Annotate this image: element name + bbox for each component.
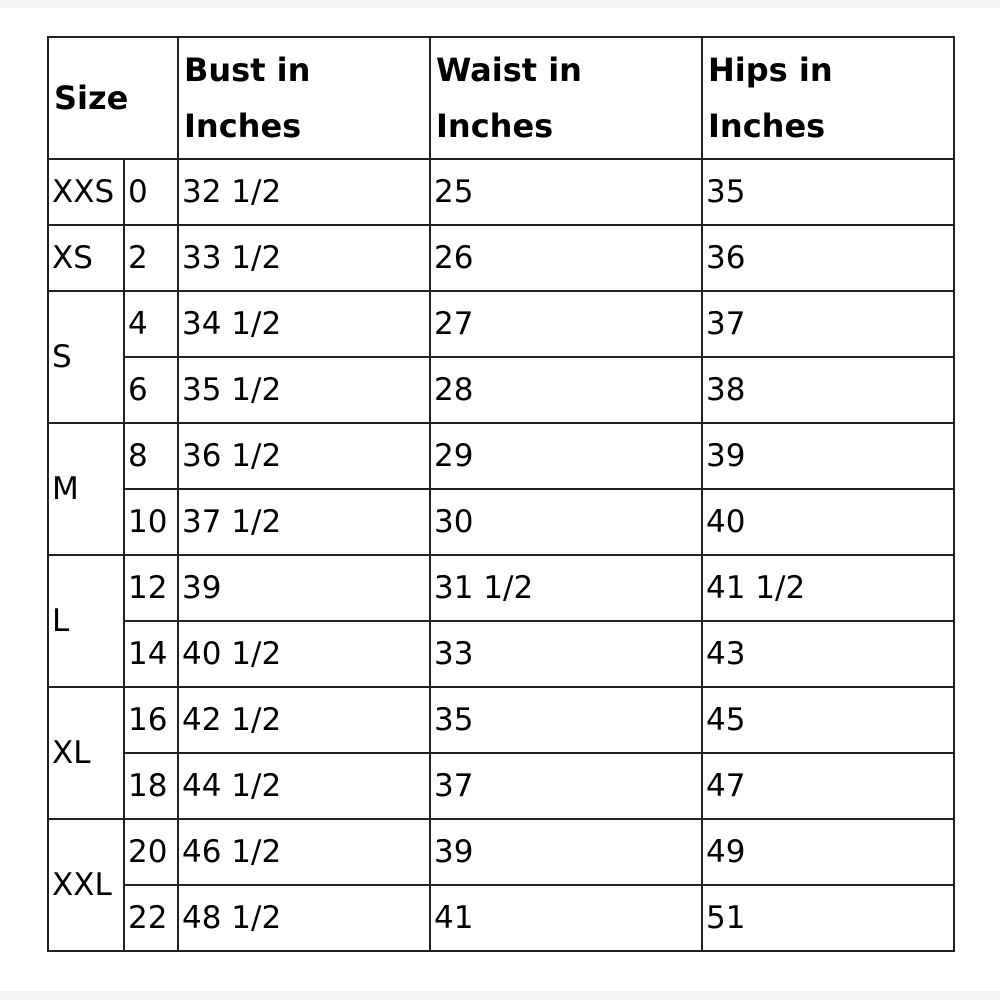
numeric-size-cell: 10 <box>124 489 178 555</box>
letter-size-cell: XXL <box>48 819 124 951</box>
waist-cell: 29 <box>430 423 702 489</box>
bottom-divider <box>0 991 1000 1000</box>
hips-cell: 43 <box>702 621 954 687</box>
bust-cell: 36 1/2 <box>178 423 430 489</box>
waist-cell: 31 1/2 <box>430 555 702 621</box>
table-row <box>48 555 954 621</box>
waist-cell: 30 <box>430 489 702 555</box>
bust-cell: 35 1/2 <box>178 357 430 423</box>
table-row <box>48 753 954 819</box>
table-row <box>48 489 954 555</box>
letter-size-cell: L <box>48 555 124 687</box>
letter-size-cell: XXS <box>48 159 124 225</box>
table-row <box>48 423 954 489</box>
header-size: Size <box>48 37 178 159</box>
bust-cell: 32 1/2 <box>178 159 430 225</box>
hips-cell: 40 <box>702 489 954 555</box>
bust-cell: 42 1/2 <box>178 687 430 753</box>
table-row <box>48 225 954 291</box>
hips-cell: 51 <box>702 885 954 951</box>
top-divider <box>0 0 1000 8</box>
waist-cell: 33 <box>430 621 702 687</box>
numeric-size-cell: 14 <box>124 621 178 687</box>
waist-cell: 41 <box>430 885 702 951</box>
waist-cell: 37 <box>430 753 702 819</box>
table-row <box>48 621 954 687</box>
bust-cell: 37 1/2 <box>178 489 430 555</box>
header-hips: Hips in Inches <box>702 37 954 159</box>
waist-cell: 35 <box>430 687 702 753</box>
numeric-size-cell: 22 <box>124 885 178 951</box>
numeric-size-cell: 12 <box>124 555 178 621</box>
letter-size-cell: S <box>48 291 124 423</box>
bust-cell: 44 1/2 <box>178 753 430 819</box>
hips-cell: 38 <box>702 357 954 423</box>
size-chart-table <box>47 36 955 952</box>
bust-cell: 39 <box>178 555 430 621</box>
numeric-size-cell: 16 <box>124 687 178 753</box>
letter-size-cell: XS <box>48 225 124 291</box>
numeric-size-cell: 18 <box>124 753 178 819</box>
hips-cell: 49 <box>702 819 954 885</box>
table-row <box>48 819 954 885</box>
table-row <box>48 687 954 753</box>
bust-cell: 33 1/2 <box>178 225 430 291</box>
letter-size-cell: M <box>48 423 124 555</box>
header-waist: Waist in Inches <box>430 37 702 159</box>
numeric-size-cell: 2 <box>124 225 178 291</box>
numeric-size-cell: 4 <box>124 291 178 357</box>
waist-cell: 28 <box>430 357 702 423</box>
waist-cell: 26 <box>430 225 702 291</box>
hips-cell: 39 <box>702 423 954 489</box>
header-bust: Bust in Inches <box>178 37 430 159</box>
numeric-size-cell: 20 <box>124 819 178 885</box>
waist-cell: 25 <box>430 159 702 225</box>
table-body <box>48 159 954 951</box>
hips-cell: 36 <box>702 225 954 291</box>
numeric-size-cell: 8 <box>124 423 178 489</box>
hips-cell: 35 <box>702 159 954 225</box>
table-row <box>48 291 954 357</box>
hips-cell: 47 <box>702 753 954 819</box>
table-row <box>48 357 954 423</box>
bust-cell: 46 1/2 <box>178 819 430 885</box>
hips-cell: 45 <box>702 687 954 753</box>
letter-size-cell: XL <box>48 687 124 819</box>
bust-cell: 48 1/2 <box>178 885 430 951</box>
numeric-size-cell: 0 <box>124 159 178 225</box>
waist-cell: 27 <box>430 291 702 357</box>
hips-cell: 41 1/2 <box>702 555 954 621</box>
numeric-size-cell: 6 <box>124 357 178 423</box>
table-row <box>48 885 954 951</box>
bust-cell: 40 1/2 <box>178 621 430 687</box>
bust-cell: 34 1/2 <box>178 291 430 357</box>
hips-cell: 37 <box>702 291 954 357</box>
table-header-row <box>48 37 954 159</box>
table-row <box>48 159 954 225</box>
waist-cell: 39 <box>430 819 702 885</box>
